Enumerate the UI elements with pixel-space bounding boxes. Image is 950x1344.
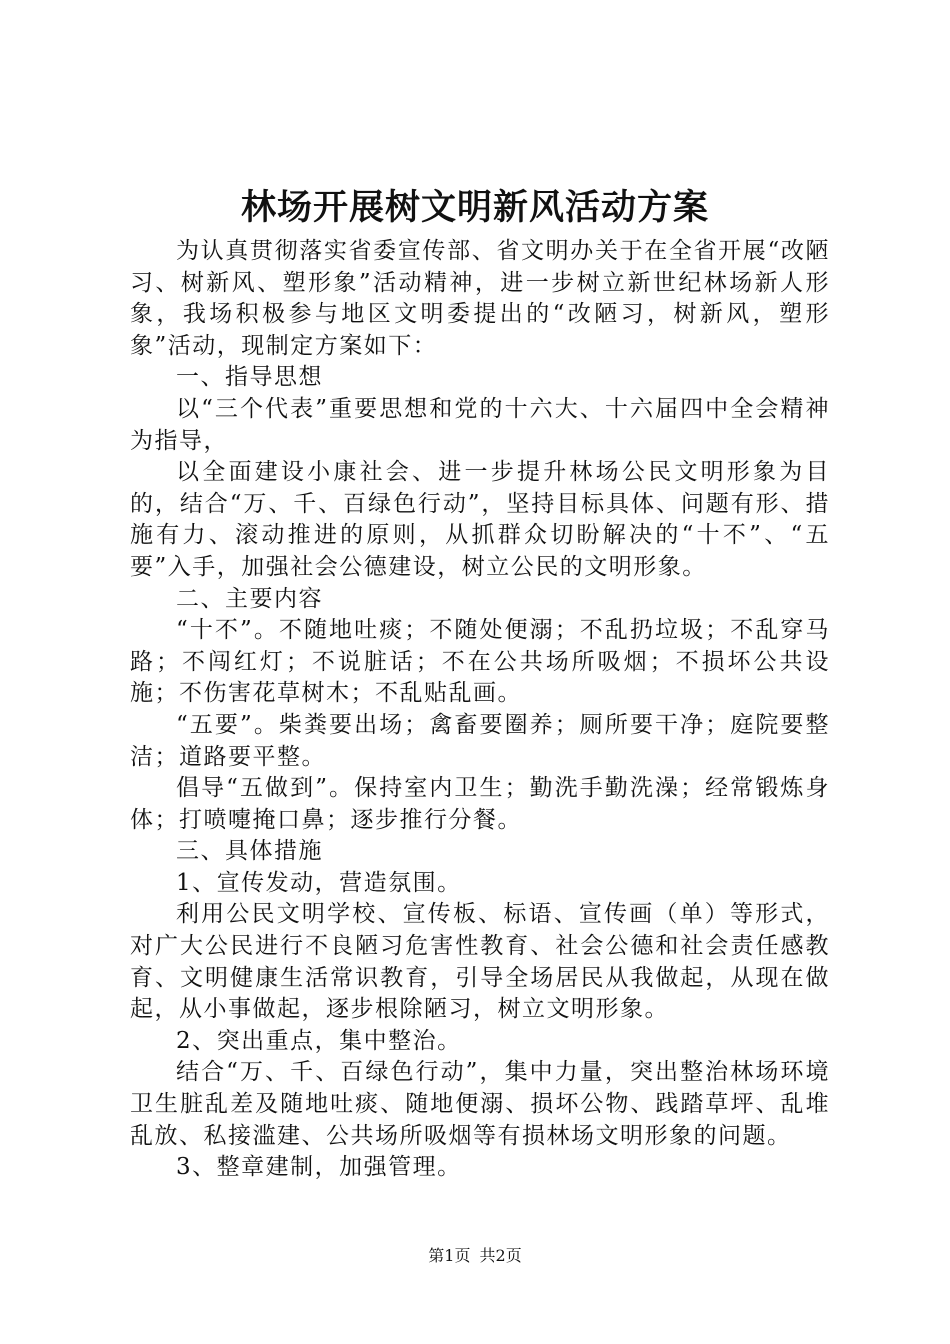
paragraph: 以全面建设小康社会、进一步提升林场公民文明形象为目的，结合“万、千、百绿色行动”，坚持目标具体、问题有形、措施有力、滚动推进的原则，从抓群众切盼解决的“十不”、“五要”入手，加强社会公德建设，树立公民的文明形象。 (130, 459, 830, 580)
paragraph: 利用公民文明学校、宣传板、标语、宣传画（单）等形式，对广大公民进行不良陋习危害性教育、社会公德和社会责任感教育、文明健康生活常识教育，引导全场居民从我做起，从现在做起，从小事做起，逐步根除陋习，树立文明形象。 (130, 901, 830, 1023)
document-body (130, 236, 830, 1184)
subheading: 2、突出重点，集中整治。 (176, 1027, 462, 1054)
subheading: 1、宣传发动，营造氛围。 (176, 869, 462, 896)
page-number: 第1页 (428, 1246, 471, 1265)
section-heading-main-content: 二、主要内容 (176, 585, 323, 612)
section-heading-specific-measures: 三、具体措施 (176, 838, 323, 865)
paragraph: 以“三个代表”重要思想和党的十六大、十六届四中全会精神为指导， (130, 395, 830, 454)
paragraph: “五要”。柴粪要出场；禽畜要圈养；厕所要干净；庭院要整洁；道路要平整。 (130, 711, 830, 770)
paragraph: 倡导“五做到”。保持室内卫生；勤洗手勤洗澡；经常锻炼身体；打喷嚏掩口鼻；逐步推行分餐。 (130, 775, 830, 833)
paragraph: 结合“万、千、百绿色行动”，集中力量，突出整治林场环境卫生脏乱差及随地吐痰、随地便溺、损坏公物、践踏草坪、乱堆乱放、私接滥建、公共场所吸烟等有损林场文明形象的问题。 (130, 1059, 830, 1149)
page-total: 共2页 (479, 1246, 522, 1265)
section-heading-guiding-ideology: 一、指导思想 (176, 364, 323, 391)
document-title: 林场开展树文明新风活动方案 (240, 187, 709, 228)
page-footer (0, 1244, 950, 1268)
subheading: 3、整章建制，加强管理。 (176, 1154, 462, 1181)
paragraph: “十不”。不随地吐痰；不随处便溺；不乱扔垃圾；不乱穿马路；不闯红灯；不说脏话；不在公共场所吸烟；不损坏公共设施；不伤害花草树木；不乱贴乱画。 (130, 617, 830, 707)
paragraph-intro: 为认真贯彻落实省委宣传部、省文明办关于在全省开展“改陋习、树新风、塑形象”活动精神，进一步树立新世纪林场新人形象，我场积极参与地区文明委提出的“改陋习，树新风，塑形象”活动，现制定方案如下： (130, 238, 830, 359)
